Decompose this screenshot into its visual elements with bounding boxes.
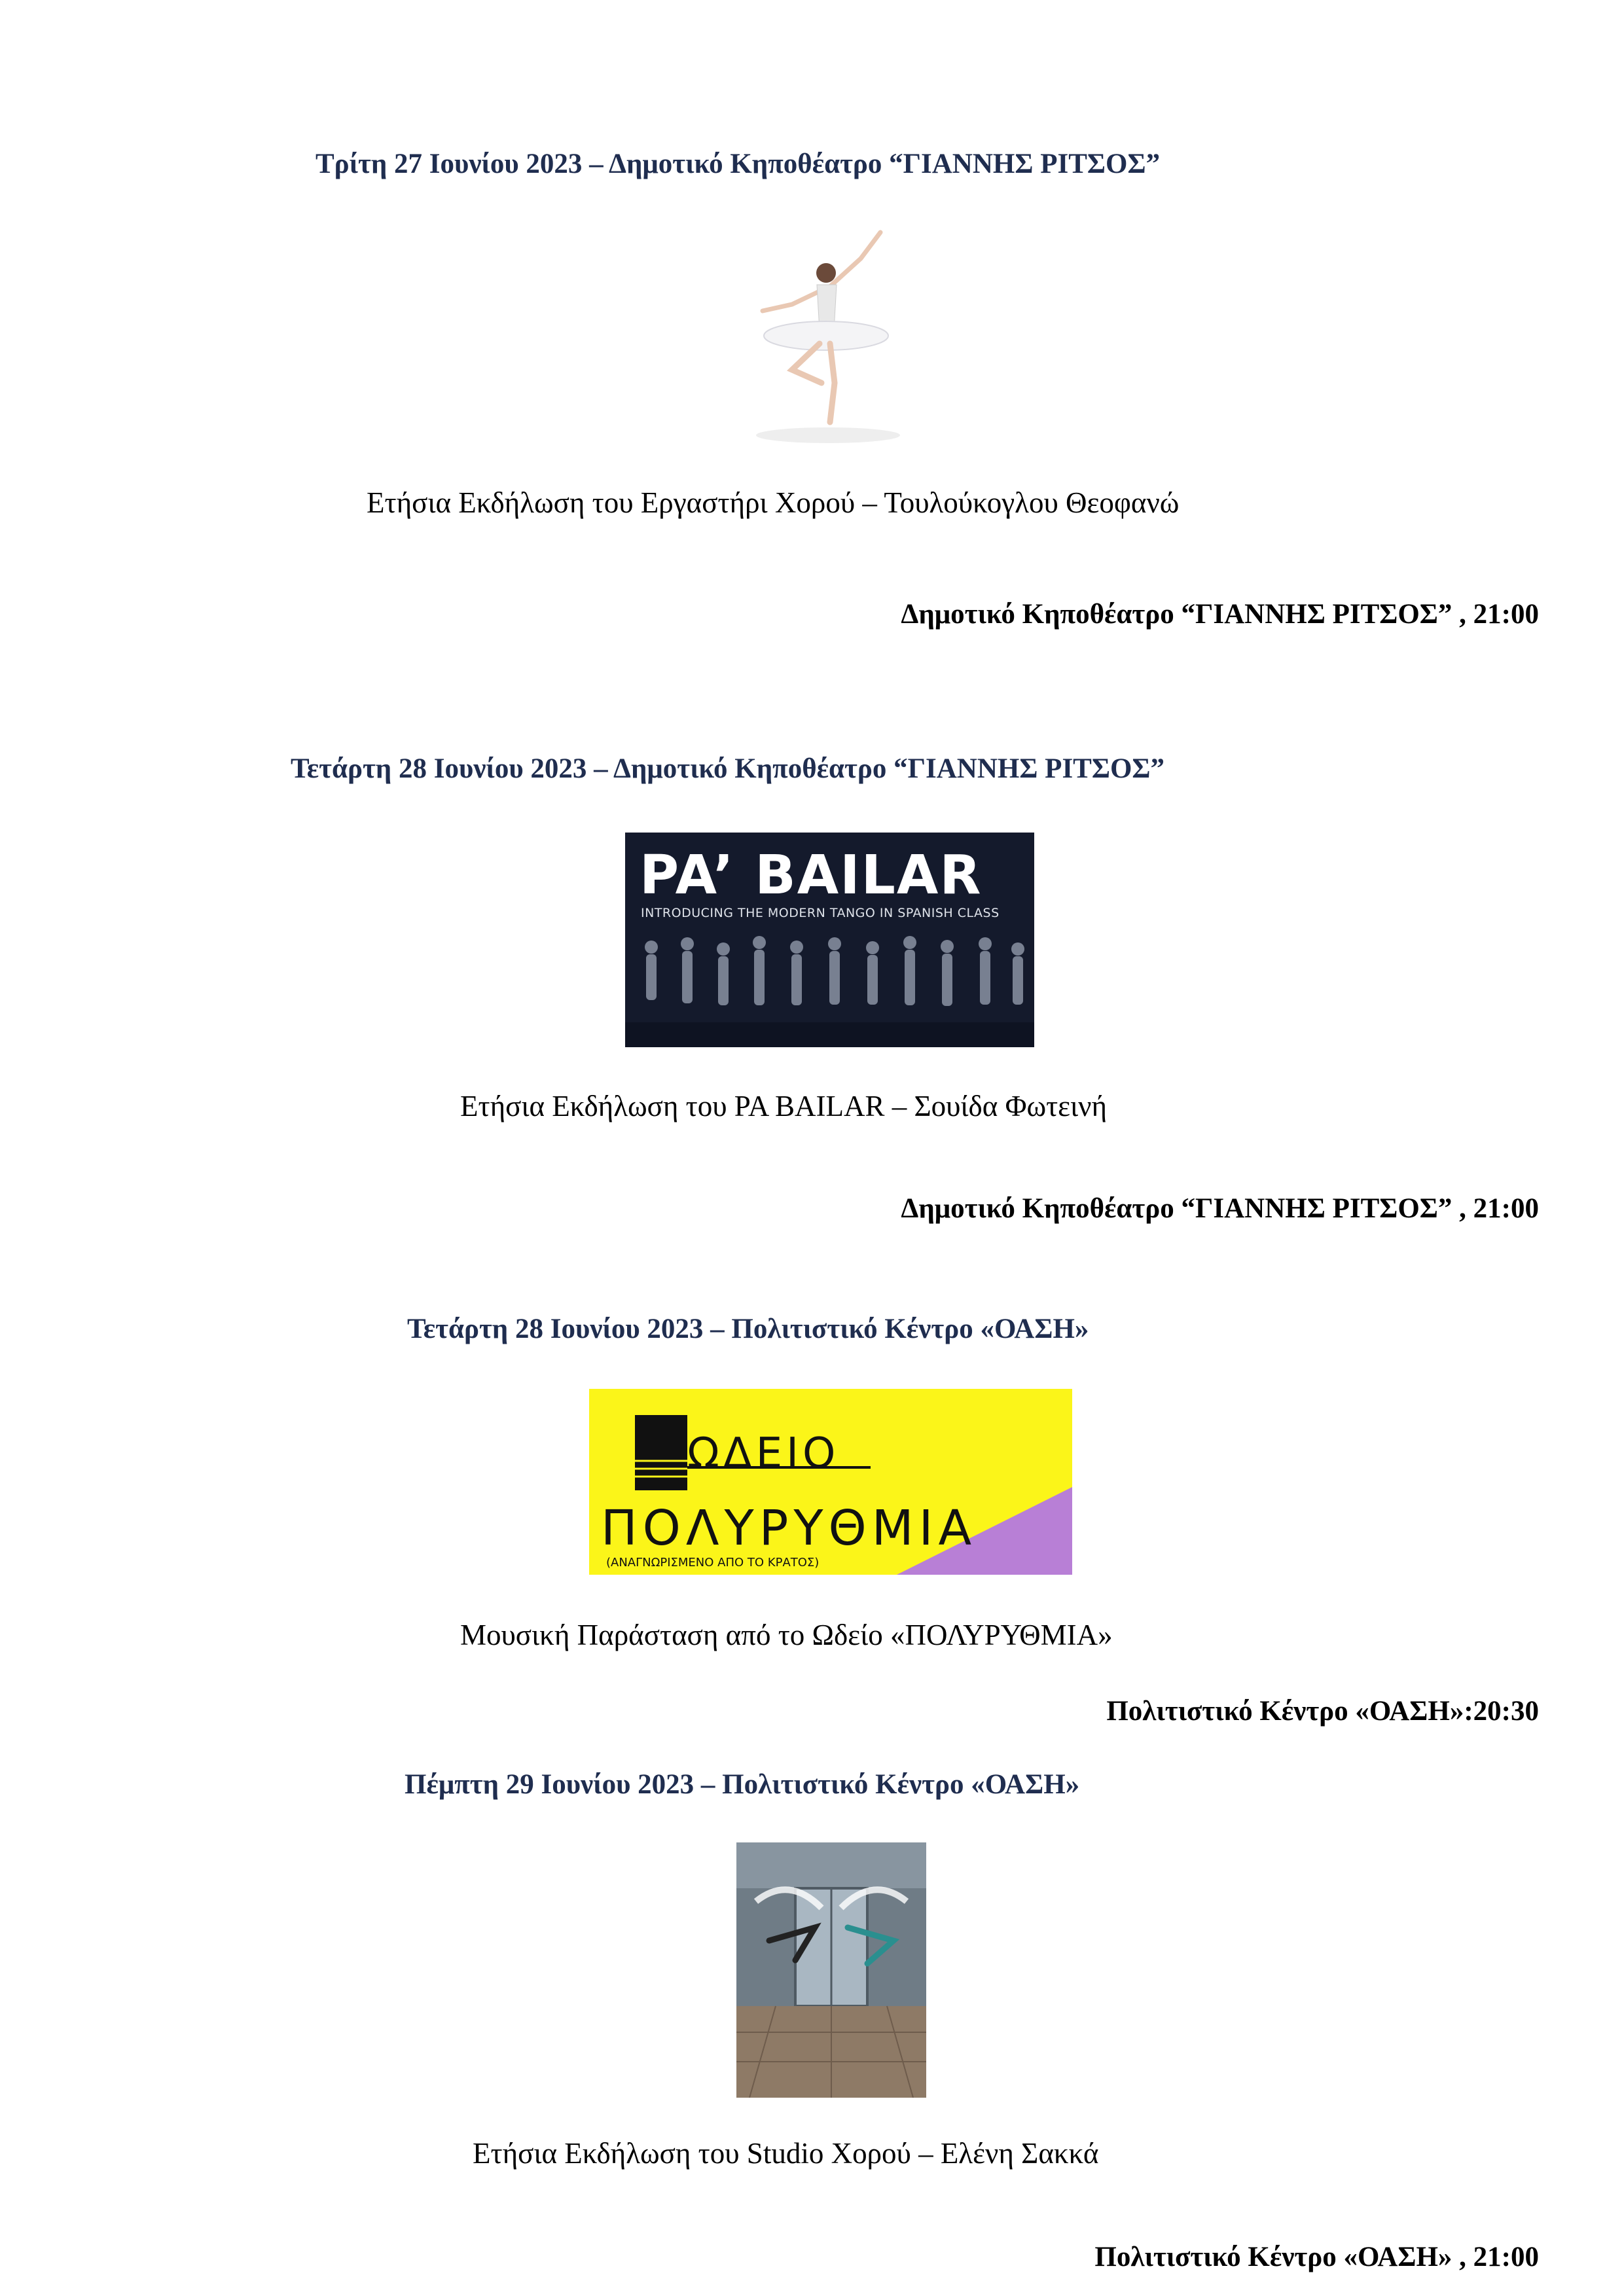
event-2-heading: Τετάρτη 28 Ιουνίου 2023 – Δημοτικό Κηποθέατρο “ΓΙΑΝΝΗΣ ΡΙΤΣΟΣ” <box>291 753 1165 784</box>
poster-title: PA’ BAILAR <box>640 844 983 906</box>
event-2-venue-time: Δημοτικό Κηποθέατρο “ΓΙΑΝΝΗΣ ΡΙΤΣΟΣ” , 21:00 <box>901 1193 1539 1224</box>
event-3-venue-time: Πολιτιστικό Κέντρο «ΟΑΣΗ»:20:30 <box>1106 1696 1539 1727</box>
event-2-description: Ετήσια Εκδήλωση του PA BAILAR – Σουίδα Φωτεινή <box>460 1090 1108 1122</box>
event-3-description: Μουσική Παράσταση από το Ωδείο «ΠΟΛΥΡΥΘΜΙΑ» <box>460 1619 1113 1651</box>
logo-title: ΩΔΕΙΟ <box>687 1429 840 1478</box>
event-4-heading: Πέμπτη 29 Ιουνίου 2023 – Πολιτιστικό Κέντρο «ΟΑΣΗ» <box>405 1769 1080 1800</box>
event-4-description: Ετήσια Εκδήλωση του Studio Χορού – Ελένη Σακκά <box>473 2137 1099 2170</box>
event-1-venue-time: Δημοτικό Κηποθέατρο “ΓΙΑΝΝΗΣ ΡΙΤΣΟΣ” , 21:00 <box>901 599 1539 630</box>
logo-caption: (ΑΝΑΓΝΩΡΙΣΜΕΝΟ ΑΠΟ ΤΟ ΚΡΑΤΟΣ) <box>606 1556 820 1570</box>
pa-bailar-poster <box>625 833 1034 1047</box>
event-1-description: Ετήσια Εκδήλωση του Εργαστήρι Χορού – Τουλούκογλου Θεοφανώ <box>367 486 1180 519</box>
dancers-photo <box>736 1842 926 2098</box>
ballerina-photo <box>746 219 910 448</box>
logo-name: ΠΟΛΥΡΥΘΜΙΑ <box>601 1500 977 1556</box>
odeio-polyrythmia-logo <box>589 1389 1072 1575</box>
event-4-venue-time: Πολιτιστικό Κέντρο «ΟΑΣΗ» , 21:00 <box>1094 2242 1539 2272</box>
event-1-heading: Τρίτη 27 Ιουνίου 2023 – Δημοτικό Κηποθέατρο “ΓΙΑΝΝΗΣ ΡΙΤΣΟΣ” <box>316 149 1161 179</box>
event-3-heading: Τετάρτη 28 Ιουνίου 2023 – Πολιτιστικό Κέντρο «ΟΑΣΗ» <box>407 1314 1089 1344</box>
poster-subtitle: INTRODUCING THE MODERN TANGO IN SPANISH CLASS <box>641 906 1000 920</box>
